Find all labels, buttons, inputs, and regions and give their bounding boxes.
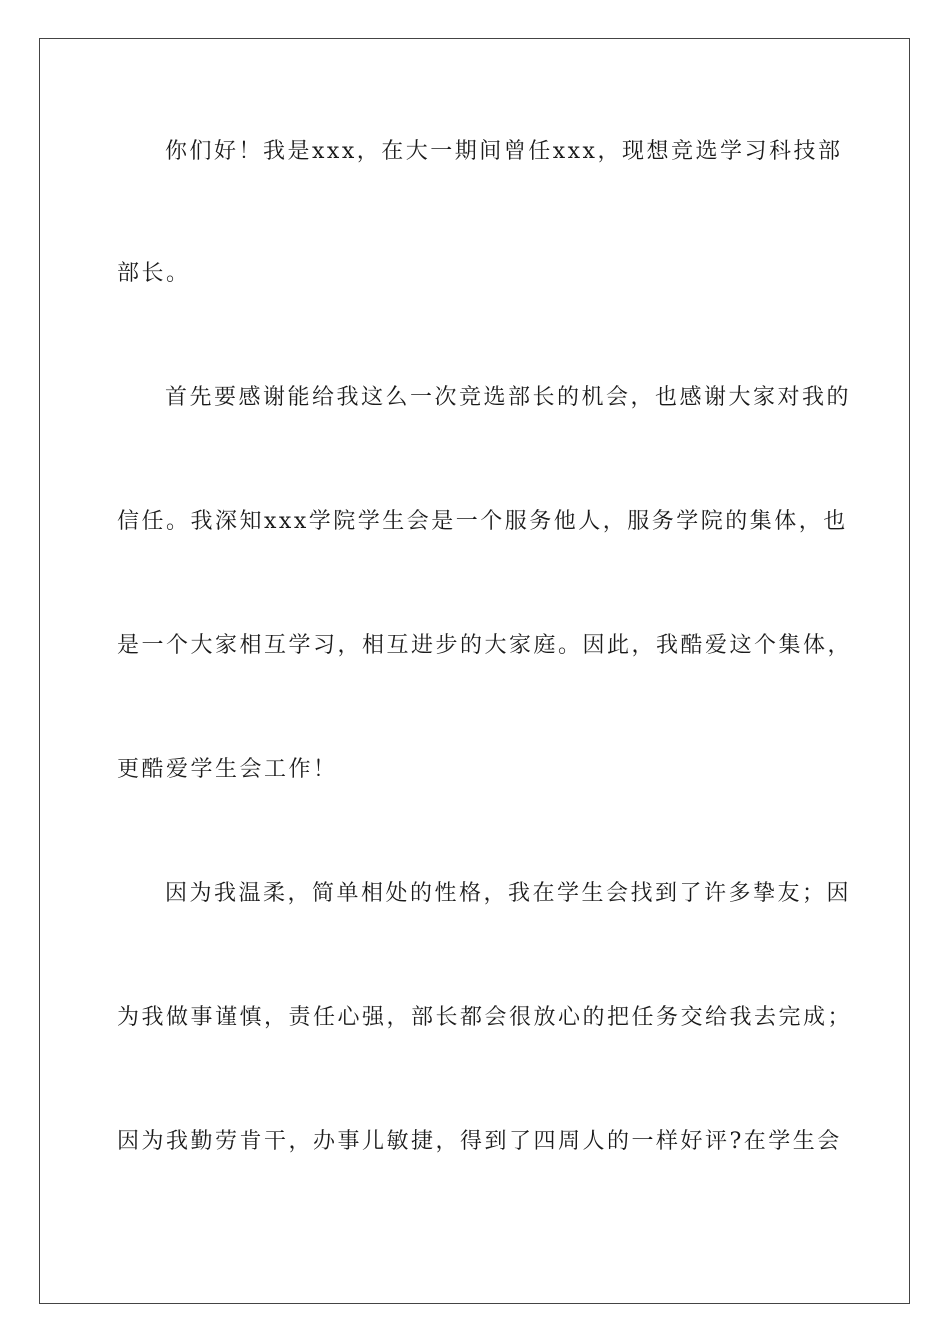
text-line: 信任。我深知xxx学院学生会是一个服务他人，服务学院的集体，也	[117, 509, 848, 534]
text-line: 为我做事谨慎，责任心强，部长都会很放心的把任务交给我去完成；	[117, 1005, 853, 1030]
page-border	[39, 38, 910, 1304]
text-line: 因为我勤劳肯干，办事儿敏捷，得到了四周人的一样好评?在学生会	[117, 1129, 842, 1154]
text-line: 首先要感谢能给我这么一次竞选部长的机会，也感谢大家对我的	[165, 385, 852, 410]
text-line: 你们好！我是xxx，在大一期间曾任xxx，现想竞选学习科技部	[165, 139, 843, 164]
text-line: 部长。	[117, 261, 191, 286]
text-line: 是一个大家相互学习，相互进步的大家庭。因此，我酷爱这个集体，	[117, 633, 853, 658]
text-line: 因为我温柔，简单相处的性格，我在学生会找到了许多挚友；因	[165, 881, 852, 906]
text-line: 更酷爱学生会工作！	[117, 757, 338, 782]
